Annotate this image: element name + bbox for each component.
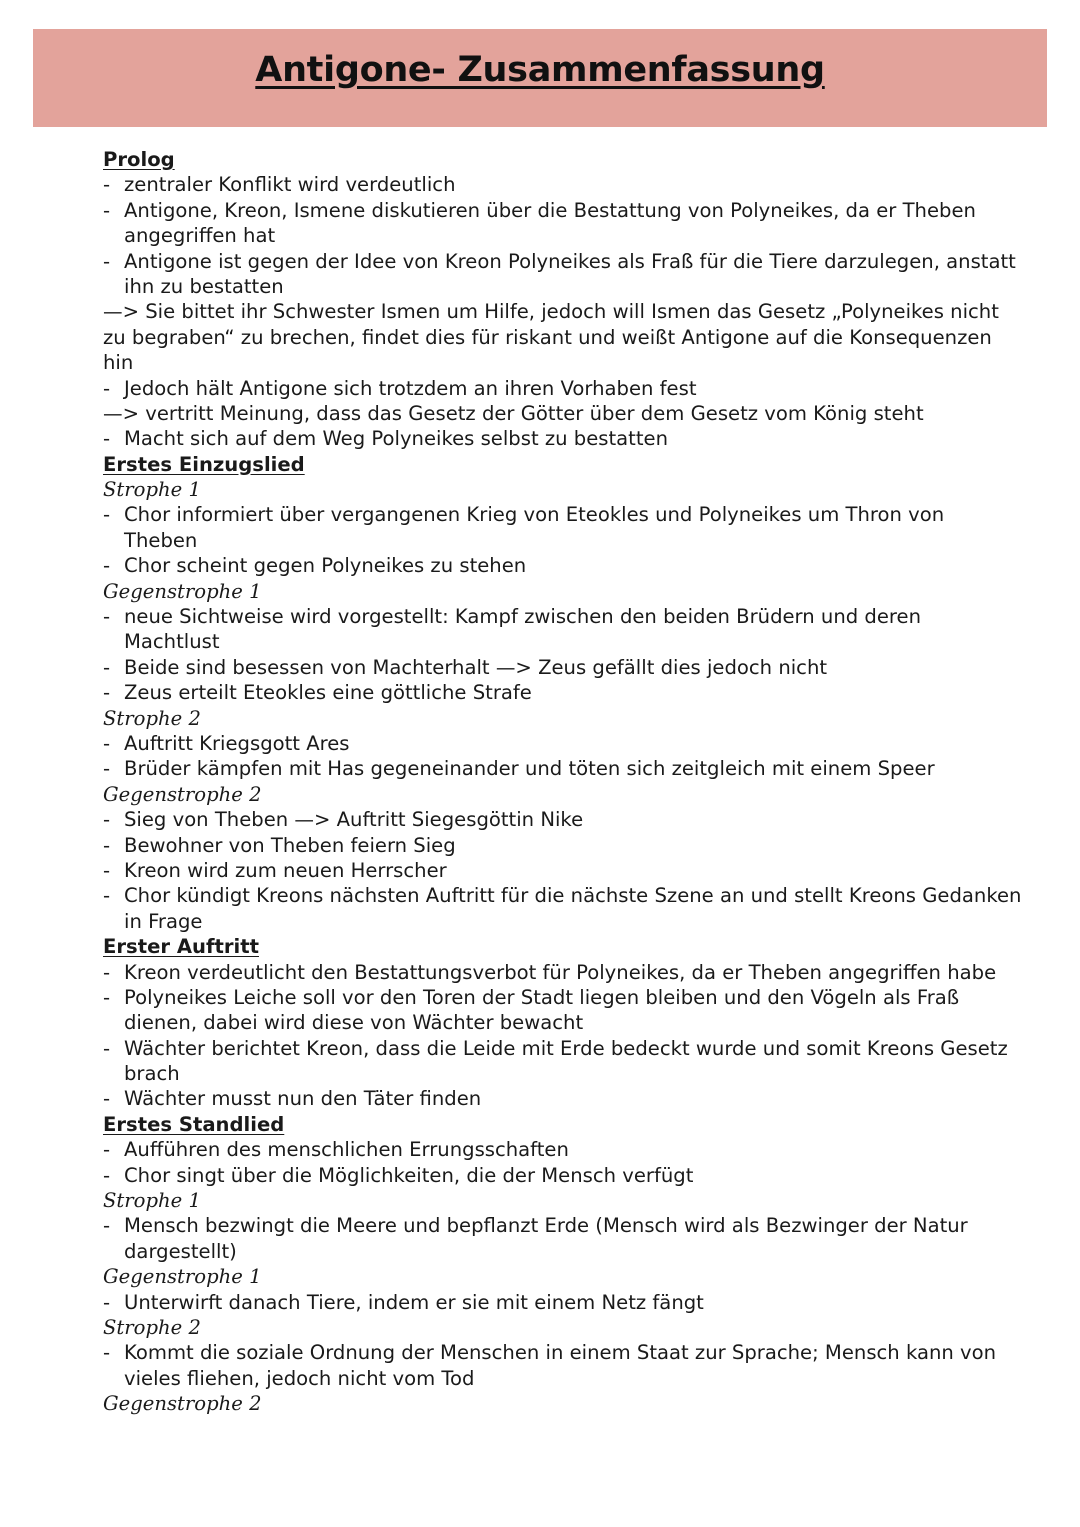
- bullet-item: - Chor singt über die Möglichkeiten, die der Mensch verfügt: [103, 1163, 983, 1188]
- subsection-label: Gegenstrophe 1: [103, 579, 262, 603]
- bullet-continuation: Machtlust: [124, 630, 220, 654]
- page-title: Antigone- Zusammenfassung: [255, 50, 825, 90]
- bullet-continuation: dargestellt): [124, 1239, 237, 1263]
- bullet-item: - Antigone ist gegen der Idee von Kreon Polyneikes als Fraß für die Tiere darzulegen, anstatt: [103, 249, 983, 274]
- bullet-item: - zentraler Konflikt wird verdeutlich: [103, 172, 983, 197]
- bullet-item: - Kreon wird zum neuen Herrscher: [103, 858, 983, 883]
- bullet-item: - Jedoch hält Antigone sich trotzdem an ihren Vorhaben fest: [103, 376, 983, 401]
- bullet-item: - neue Sichtweise wird vorgestellt: Kampf zwischen den beiden Brüdern und deren: [103, 604, 983, 629]
- subsection-label: Gegenstrophe 2: [103, 782, 262, 806]
- subsection-label: Gegenstrophe 1: [103, 1265, 262, 1289]
- bullet-item: - Kreon verdeutlicht den Bestattungsverbot für Polyneikes, da er Theben angegriffen habe: [103, 960, 983, 985]
- bullet-item: - Chor kündigt Kreons nächsten Auftritt für die nächste Szene an und stellt Kreons Gedanken: [103, 883, 983, 908]
- subsection-label: Gegenstrophe 2: [103, 1392, 262, 1416]
- bullet-item: - Wächter musst nun den Täter finden: [103, 1086, 983, 1111]
- bullet-item: - Chor informiert über vergangenen Krieg von Eteokles und Polyneikes um Thron von: [103, 502, 983, 527]
- bullet-item: - Beide sind besessen von Machterhalt —> Zeus gefällt dies jedoch nicht: [103, 655, 983, 680]
- bullet-continuation: ihn zu bestatten: [124, 274, 284, 298]
- bullet-continuation: brach: [124, 1062, 180, 1086]
- section-heading: Erstes Standlied: [103, 1112, 285, 1136]
- section-heading: Prolog: [103, 148, 175, 171]
- text-line: hin: [103, 351, 134, 375]
- text-line: —> Sie bittet ihr Schwester Ismen um Hilfe, jedoch will Ismen das Gesetz „Polyneikes nicht: [103, 300, 999, 324]
- bullet-continuation: in Frage: [124, 909, 203, 933]
- bullet-item: - Sieg von Theben —> Auftritt Siegesgöttin Nike: [103, 807, 983, 832]
- text-line: zu begraben“ zu brechen, findet dies für riskant und weißt Antigone auf die Konsequenzen: [103, 325, 992, 349]
- subsection-label: Strophe 1: [103, 478, 201, 502]
- bullet-item: - Kommt die soziale Ordnung der Menschen in einem Staat zur Sprache; Mensch kann von: [103, 1340, 983, 1365]
- bullet-item: - Polyneikes Leiche soll vor den Toren der Stadt liegen bleiben und den Vögeln als Fraß: [103, 985, 983, 1010]
- bullet-item: - Chor scheint gegen Polyneikes zu stehen: [103, 553, 983, 578]
- bullet-continuation: angegriffen hat: [124, 224, 276, 248]
- bullet-item: - Mensch bezwingt die Meere und bepflanzt Erde (Mensch wird als Bezwinger der Natur: [103, 1213, 983, 1238]
- summary-content: [103, 147, 1022, 1417]
- bullet-item: - Aufführen des menschlichen Errungsschaften: [103, 1137, 983, 1162]
- bullet-item: - Zeus erteilt Eteokles eine göttliche Strafe: [103, 680, 983, 705]
- bullet-continuation: vieles fliehen, jedoch nicht vom Tod: [124, 1366, 475, 1390]
- bullet-item: - Brüder kämpfen mit Has gegeneinander und töten sich zeitgleich mit einem Speer: [103, 756, 983, 781]
- section-heading: Erster Auftritt: [103, 935, 259, 959]
- subsection-label: Strophe 2: [103, 706, 201, 730]
- text-line: —> vertritt Meinung, dass das Gesetz der Götter über dem Gesetz vom König steht: [103, 401, 924, 425]
- bullet-item: - Wächter berichtet Kreon, dass die Leide mit Erde bedeckt wurde und somit Kreons Gesetz: [103, 1036, 983, 1061]
- bullet-item: - Bewohner von Theben feiern Sieg: [103, 833, 983, 858]
- section-heading: Erstes Einzugslied: [103, 452, 305, 476]
- bullet-continuation: Theben: [124, 528, 198, 552]
- bullet-continuation: dienen, dabei wird diese von Wächter bewacht: [124, 1011, 584, 1035]
- bullet-item: - Unterwirft danach Tiere, indem er sie mit einem Netz fängt: [103, 1290, 983, 1315]
- bullet-item: - Macht sich auf dem Weg Polyneikes selbst zu bestatten: [103, 426, 983, 451]
- bullet-item: - Auftritt Kriegsgott Ares: [103, 731, 983, 756]
- subsection-label: Strophe 1: [103, 1189, 201, 1213]
- bullet-item: - Antigone, Kreon, Ismene diskutieren über die Bestattung von Polyneikes, da er Theben: [103, 198, 983, 223]
- subsection-label: Strophe 2: [103, 1315, 201, 1339]
